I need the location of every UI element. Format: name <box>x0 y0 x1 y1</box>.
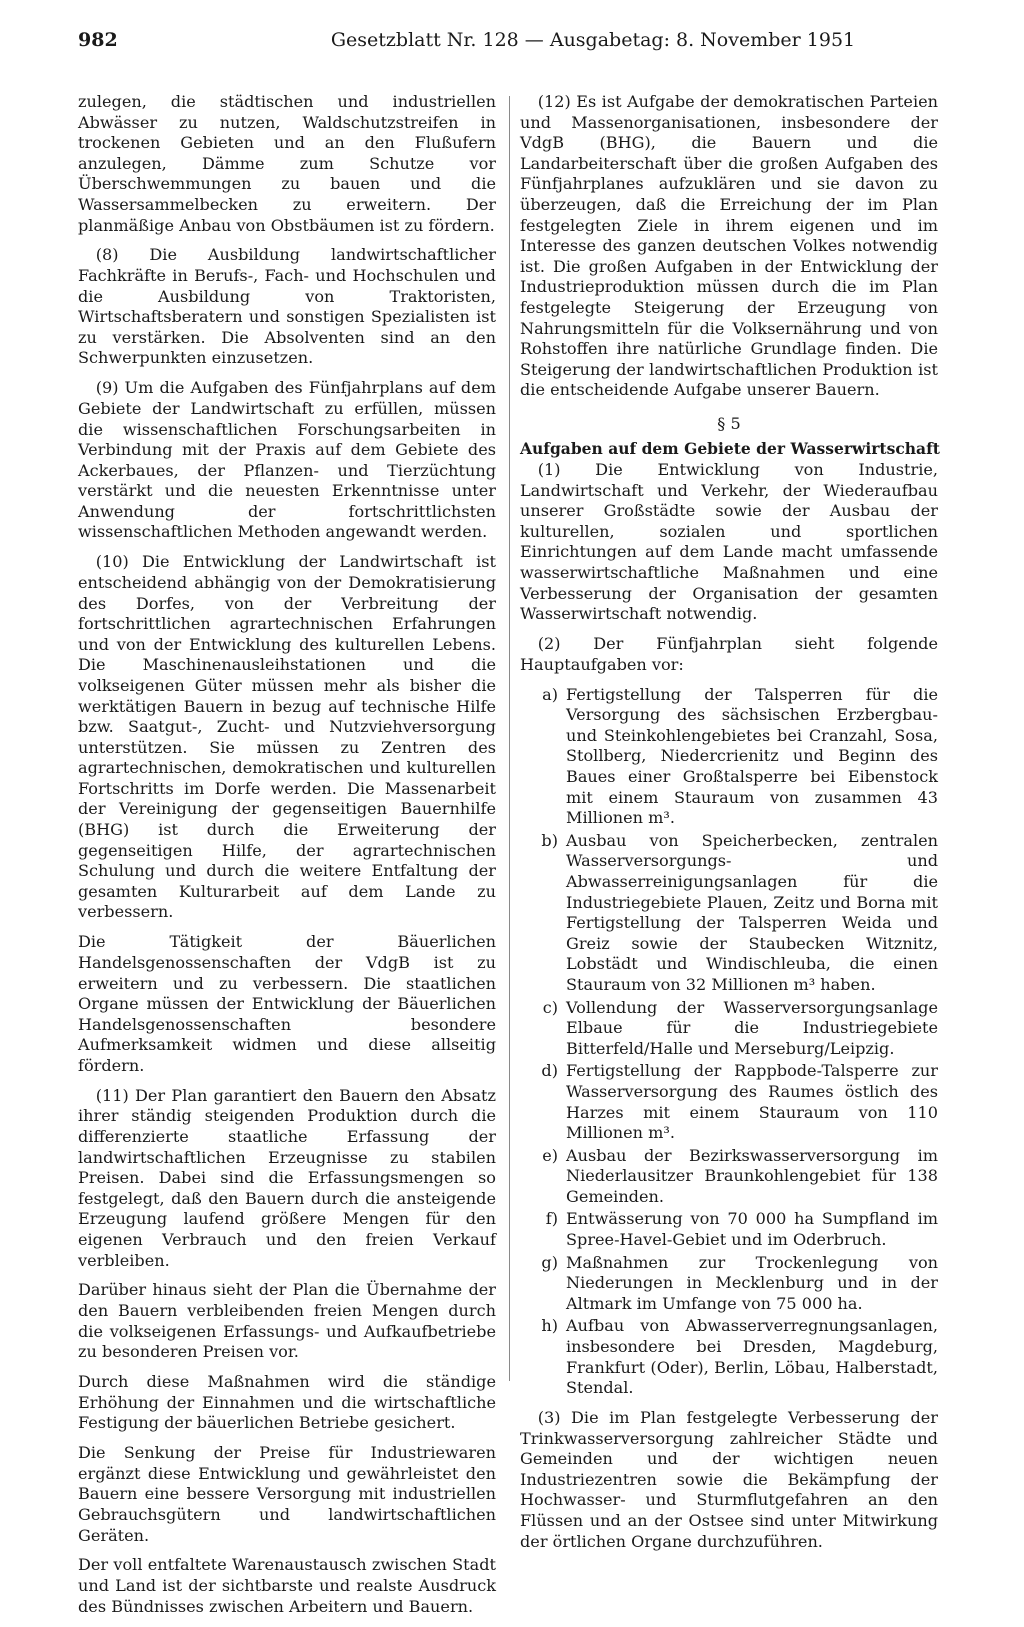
running-title: Gesetzblatt Nr. 128 — Ausgabetag: 8. November 1951 <box>330 29 856 51</box>
list-item <box>520 1061 938 1143</box>
section-number: § 5 <box>717 413 741 433</box>
list-item-text: Entwässerung von 70 000 ha Sumpfland im Spree-Havel-Gebiet und im Oderbruch. <box>566 1209 938 1250</box>
list-item-label: d) <box>541 1061 558 1081</box>
paragraph-9: (9) Um die Aufgaben des Fünfjahrplans auf dem Gebiete der Landwirtschaft zu erfüllen, müssen die wissenschaftlichen Forschungsarbeiten in Verbindung mit der Praxis auf dem Gebiete des Ackerbaues, der Pflanzen- und Tierzüchtung verstärkt und die neuesten Erkenntnisse unter Anwendung der fortschrittlichsten wissenschaftlichen Methoden angewandt werden. <box>78 378 496 542</box>
paragraph-10-b: Die Tätigkeit der Bäuerlichen Handelsgenossenschaften der VdgB ist zu erweitern und zu verbessern. Die staatlichen Organe müssen der Entwicklung der Bäuerlichen Handelsgenossenschaften besondere Aufmerksamkeit widmen und diese allseitig fördern. <box>78 932 496 1075</box>
list-item-text: Ausbau der Bezirkswasserversorgung im Niederlausitzer Braunkohlengebiet für 138 Gemeinden. <box>566 1145 938 1206</box>
paragraph-11-b: Darüber hinaus sieht der Plan die Übernahme der den Bauern verbleibenden freien Mengen durch die volkseigenen Erfassungs- und Aufkaufbetriebe zu besonderen Preisen vor. <box>78 1280 496 1362</box>
hauptaufgaben-list <box>520 685 938 1399</box>
list-item-label: f) <box>545 1209 558 1229</box>
list-item-label: g) <box>541 1252 558 1272</box>
list-item <box>520 831 938 996</box>
paragraph-11-e: Der voll entfaltete Warenaustausch zwischen Stadt und Land ist der sichtbarste und realste Ausdruck des Bündnisses zwischen Arbeitern und Bauern. <box>78 1555 496 1616</box>
section-5-paragraph-3: (3) Die im Plan festgelegte Verbesserung der Trinkwasserversorgung zahlreicher Städte und Gemeinden und der wichtigen neuen Industriezentren sowie die Bekämpfung der Hochwasser- und Sturmflutgefahren an den Flüssen und an der Ostsee sind unter Mitwirkung der örtlichen Organe durchzuführen. <box>520 1408 938 1551</box>
list-item <box>520 1316 938 1398</box>
list-item-text: Aufbau von Abwasserverregnungsanlagen, insbesondere bei Dresden, Magdeburg, Frankfurt (Oder), Berlin, Löbau, Halberstadt, Stendal. <box>566 1316 938 1398</box>
paragraph-12: (12) Es ist Aufgabe der demokratischen Parteien und Massenorganisationen, insbesondere der VdgB (BHG), die Bauern und die Landarbeiterschaft über die großen Aufgaben des Fünfjahrplanes aufzuklären und sie davon zu überzeugen, daß die Erreichung der im Plan festgelegten Ziele in ihrem eigenen und im Interesse des ganzen deutschen Volkes notwendig ist. Die großen Aufgaben in der Entwicklung der Industrieproduktion müssen durch die im Plan festgelegte Steigerung der Erzeugung von Nahrungsmitteln für die Volksernährung und von Rohstoffen ihre natürliche Grundlage finden. Die Steigerung der landwirtschaftlichen Produktion ist die entscheidende Aufgabe unserer Bauern. <box>520 92 938 400</box>
paragraph-continuation: zulegen, die städtischen und industriellen Abwässer zu nutzen, Waldschutzstreifen in trockenen Gebieten und an den Flußufern anzulegen, Dämme zum Schutze vor Überschwemmungen zu bauen und die Wassersammelbecken zu erweitern. Der planmäßige Anbau von Obstbäumen ist zu fördern. <box>78 92 496 235</box>
list-item <box>520 1253 938 1315</box>
paragraph-8: (8) Die Ausbildung landwirtschaftlicher Fachkräfte in Berufs-, Fach- und Hochschulen und die Ausbildung von Traktoristen, Wirtschaftsberatern und sonstigen Spezialisten ist zu verstärken. Die Absolventen sind an den Schwerpunkten einzusetzen. <box>78 245 496 368</box>
section-title: Aufgaben auf dem Gebiete der Wasserwirtschaft <box>520 438 940 458</box>
list-item-text: Fertigstellung der Talsperren für die Versorgung des sächsischen Erzbergbau- und Steinkohlengebietes bei Cranzahl, Sosa, Stollberg, Niedercrienitz und Beginn des Baues einer Großtalsperre bei Eibenstock mit einem Stauraum von zusammen 43 Millionen m³. <box>566 684 938 828</box>
list-item-label: a) <box>542 684 558 704</box>
page-number: 982 <box>78 29 118 51</box>
left-column <box>78 92 496 1627</box>
list-item <box>520 998 938 1060</box>
list-item-label: e) <box>542 1145 558 1165</box>
paragraph-11: (11) Der Plan garantiert den Bauern den Absatz ihrer ständig steigenden Produktion durch die differenzierte staatliche Erfassung der landwirtschaftlichen Erzeugnisse zu stabilen Preisen. Dabei sind die Erfassungsmengen so festgelegt, daß den Bauern durch die ansteigende Erzeugung laufend größere Mengen für den eigenen Verbrauch und den freien Verkauf verbleiben. <box>78 1085 496 1270</box>
list-item-text: Fertigstellung der Rappbode-Talsperre zur Wasserversorgung des Raumes östlich des Harzes mit einem Stauraum von 110 Millionen m³. <box>566 1061 938 1143</box>
right-column <box>520 92 938 1562</box>
list-item <box>520 1209 938 1250</box>
paragraph-10: (10) Die Entwicklung der Landwirtschaft ist entscheidend abhängig von der Demokratisierung des Dorfes, von der Verbreitung der fortschrittlichen agrartechnischen Erfahrungen und von der Entwicklung des kulturellen Lebens. Die Maschinenausleihstationen und die volkseigenen Güter müssen mehr als bisher die werktätigen Bauern in bezug auf technische Hilfe bzw. Saatgut-, Zucht- und Nutzviehversorgung unterstützen. Sie müssen zu Zentren des agrartechnischen, demokratischen und kulturellen Fortschritts im Dorfe werden. Die Massenarbeit der Vereinigung der gegenseitigen Bauernhilfe (BHG) ist durch die Erweiterung der gegenseitigen Hilfe, der agrartechnischen Schulung und durch die weitere Entfaltung der gesamten Kulturarbeit auf dem Lande zu verbessern. <box>78 552 496 922</box>
column-divider <box>509 96 510 1381</box>
paragraph-11-c: Durch diese Maßnahmen wird die ständige Erhöhung der Einnahmen und die wirtschaftliche Festigung der bäuerlichen Betriebe gesichert. <box>78 1372 496 1433</box>
list-item-label: c) <box>542 997 558 1017</box>
list-item-text: Ausbau von Speicherbecken, zentralen Wasserversorgungs- und Abwasserreinigungsanlagen für die Industriegebiete Plauen, Zeitz und Borna mit Fertigstellung der Talsperren Weida und Greiz sowie der Staubecken Witznitz, Lobstädt und Windischleuba, die einen Stauraum von 32 Millionen m³ haben. <box>566 830 938 994</box>
list-item-label: b) <box>541 830 558 850</box>
section-5-paragraph-1: (1) Die Entwicklung von Industrie, Landwirtschaft und Verkehr, der Wiederaufbau unserer Großstädte sowie der Ausbau der kulturellen, sozialen und sportlichen Einrichtungen auf dem Lande macht umfassende wasserwirtschaftliche Maßnahmen und eine Verbesserung der Organisation der gesamten Wasserwirtschaft notwendig. <box>520 460 938 624</box>
list-item <box>520 685 938 829</box>
list-item-text: Maßnahmen zur Trockenlegung von Niederungen in Mecklenburg und in der Altmark im Umfange von 75 000 ha. <box>566 1252 938 1313</box>
list-item-label: h) <box>541 1316 558 1336</box>
page-header <box>78 20 938 60</box>
paragraph-11-d: Die Senkung der Preise für Industriewaren ergänzt diese Entwicklung und gewährleistet den Bauern eine bessere Versorgung mit industriellen Gebrauchsgütern und landwirtschaftlichen Geräten. <box>78 1443 496 1545</box>
section-5-paragraph-2: (2) Der Fünfjahrplan sieht folgende Hauptaufgaben vor: <box>520 634 938 674</box>
list-item-text: Vollendung der Wasserversorgungsanlage Elbaue für die Industriegebiete Bitterfeld/Halle und Merseburg/Leipzig. <box>566 997 938 1058</box>
list-item <box>520 1146 938 1208</box>
